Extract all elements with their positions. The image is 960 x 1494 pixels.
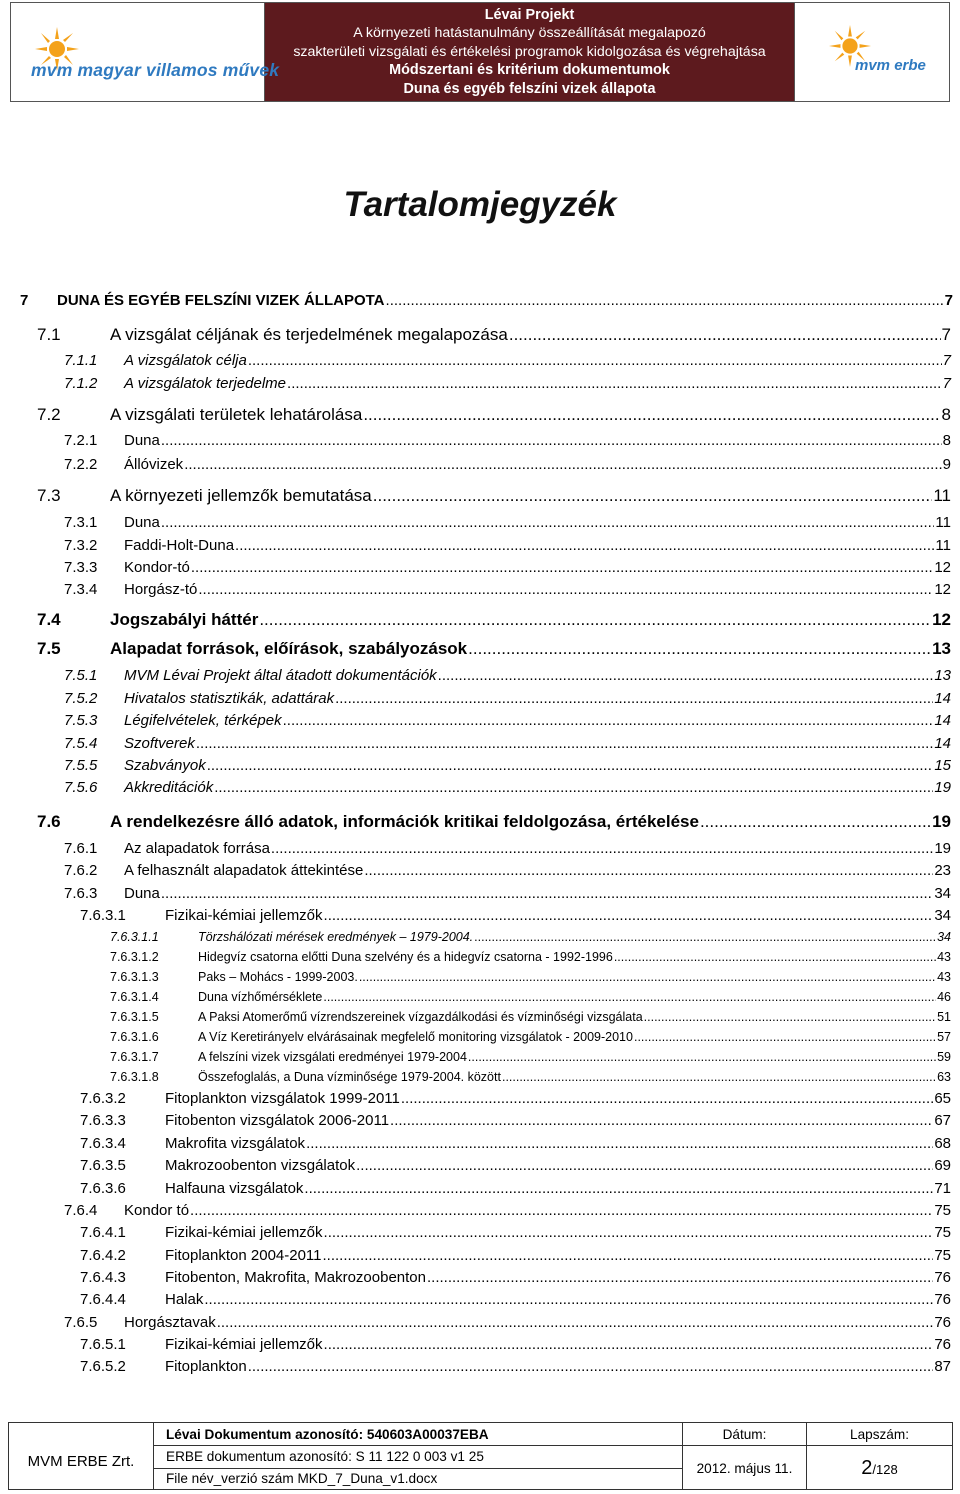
toc-leader-dots [468, 639, 931, 659]
toc-entry-number: 7.6.3.1.5 [110, 1010, 159, 1024]
toc-entry-page: 34 [934, 907, 951, 924]
toc-entry[interactable] [80, 1090, 951, 1107]
toc-entry-number: 7.6.4.3 [80, 1269, 126, 1286]
toc-entry-number: 7.6.3.5 [80, 1157, 126, 1174]
toc-entry-page: 15 [934, 757, 951, 774]
toc-entry-page: 43 [937, 950, 951, 964]
toc-entry-page: 7 [942, 375, 951, 392]
toc-entry-number: 7.6.4.1 [80, 1224, 126, 1241]
toc-leader-dots [474, 930, 936, 944]
toc-entry[interactable] [64, 352, 951, 369]
toc-entry[interactable] [64, 514, 951, 531]
toc-entry[interactable] [20, 292, 953, 309]
toc-entry-title: A vizsgálatok terjedelme [124, 375, 287, 392]
toc-entry-page: 9 [942, 456, 951, 473]
toc-entry-title: Halfauna vizsgálatok [165, 1180, 304, 1197]
toc-entry-title: Állóvizek [124, 456, 184, 473]
toc-entry-number: 7.6.3.1.3 [110, 970, 159, 984]
toc-entry[interactable] [64, 840, 951, 857]
toc-entry[interactable] [64, 1314, 951, 1331]
toc-entry-number: 7.1.2 [64, 375, 98, 392]
toc-leader-dots [198, 581, 933, 598]
logo-mvm: mvm [855, 57, 891, 74]
toc-entry-page: 76 [934, 1314, 951, 1331]
toc-entry-page: 19 [934, 779, 951, 796]
toc-entry[interactable] [80, 1112, 951, 1129]
toc-entry-page: 51 [937, 1010, 951, 1024]
logo-erbe: erbe [894, 57, 926, 74]
toc-entry-title: Horgász-tó [124, 581, 198, 598]
toc-leader-dots [373, 486, 933, 506]
footer-page [807, 1423, 952, 1489]
toc-entry[interactable] [80, 1291, 951, 1308]
toc-leader-dots [217, 1314, 934, 1331]
toc-leader-dots [190, 1202, 933, 1219]
toc-leader-dots [359, 970, 936, 984]
date-label: Dátum: [722, 1427, 767, 1442]
toc-entry-number: 7.6.3.1.6 [110, 1030, 159, 1044]
toc-entry[interactable] [37, 405, 951, 425]
toc-leader-dots [287, 375, 942, 392]
toc-entry-title: Makrofita vizsgálatok [165, 1135, 306, 1152]
toc-entry-title: Fitobenton vizsgálatok 2006-2011 [165, 1112, 390, 1129]
toc-leader-dots [304, 1180, 933, 1197]
toc-entry[interactable] [110, 970, 951, 984]
toc-entry-number: 7.5.5 [64, 757, 98, 774]
toc-entry-title: Halak [165, 1291, 204, 1308]
toc-leader-dots [401, 1090, 933, 1107]
toc-entry-number: 7.6.3.1.1 [110, 930, 159, 944]
toc-entry-title: Fitoplankton 2004-2011 [165, 1247, 322, 1264]
toc-entry-title: A vizsgálati területek lehatárolása [110, 405, 363, 424]
toc-entry[interactable] [64, 712, 951, 729]
toc-entry[interactable] [37, 610, 951, 630]
toc-entry-title: A vizsgálatok célja [124, 352, 247, 369]
toc-entry-number: 7.5.3 [64, 712, 98, 729]
toc-leader-dots [390, 1112, 933, 1129]
levai-doc-id: Lévai Dokumentum azonosító: 540603A00037EBA [166, 1427, 489, 1442]
toc-leader-dots [306, 1135, 933, 1152]
toc-leader-dots [386, 292, 944, 309]
toc-entry[interactable] [80, 1358, 951, 1375]
toc-entry-title: Fitoplankton [165, 1358, 247, 1375]
toc-entry[interactable] [80, 1336, 951, 1353]
toc-entry-title: Alapadat források, előírások, szabályozások [110, 639, 468, 658]
toc-entry-number: 7.6.3.2 [80, 1090, 126, 1107]
toc-entry-page: 34 [934, 885, 951, 902]
toc-leader-dots [196, 735, 933, 752]
toc-leader-dots [248, 1358, 934, 1375]
toc-entry-page: 67 [934, 1112, 951, 1129]
toc-leader-dots [356, 1157, 933, 1174]
toc-entry-title: Fizikai-kémiai jellemzők [165, 1224, 323, 1241]
toc-entry[interactable] [110, 1070, 951, 1084]
toc-entry-page: 69 [934, 1157, 951, 1174]
toc-entry[interactable] [64, 432, 951, 449]
toc-entry-number: 7.3.4 [64, 581, 98, 598]
toc-entry-number: 7.6.3.6 [80, 1180, 126, 1197]
toc-entry-number: 7.6.4.4 [80, 1291, 126, 1308]
toc-entry-page: 13 [932, 639, 951, 658]
toc-entry-number: 7.6.3.1.2 [110, 950, 159, 964]
toc-entry-number: 7.6.3.3 [80, 1112, 126, 1129]
toc-entry-page: 7 [942, 352, 951, 369]
toc-entry[interactable] [110, 930, 951, 944]
toc-entry[interactable] [64, 456, 951, 473]
toc-entry[interactable] [80, 907, 951, 924]
toc-leader-dots [283, 712, 934, 729]
toc-entry[interactable] [64, 581, 951, 598]
toc-entry-title: Fitobenton, Makrofita, Makrozoobenton [165, 1269, 426, 1286]
toc-leader-dots [502, 1070, 936, 1084]
toc-entry-page: 12 [934, 581, 951, 598]
toc-entry[interactable] [80, 1135, 951, 1152]
toc-entry-page: 8 [941, 405, 951, 424]
page-title: Tartalomjegyzék [343, 185, 617, 224]
toc-entry[interactable] [110, 990, 951, 1004]
erbe-doc-id: ERBE dokumentum azonosító: S 11 122 0 003 v1 25 [166, 1449, 484, 1464]
toc-leader-dots [364, 862, 933, 879]
toc-leader-dots [324, 907, 934, 924]
toc-entry-page: 71 [934, 1180, 951, 1197]
toc-entry-title: Fizikai-kémiai jellemzők [165, 907, 323, 924]
toc-entry-title: Fitoplankton vizsgálatok 1999-2011 [165, 1090, 400, 1107]
toc-entry-number: 7.4 [37, 610, 61, 629]
toc-entry-number: 7.6.4 [64, 1202, 98, 1219]
header-line-1: A környezeti hatástanulmány összeállítását megalapozó [353, 25, 706, 42]
footer-company [9, 1423, 154, 1489]
toc-entry-page: 76 [934, 1336, 951, 1353]
toc-entry-title: Kondor-tó [124, 559, 190, 576]
toc-entry-page: 19 [932, 812, 951, 831]
toc-entry-number: 7.1 [37, 325, 61, 344]
toc-entry-page: 14 [934, 712, 951, 729]
toc-entry-number: 7.6.3.1 [80, 907, 126, 924]
toc-leader-dots [184, 456, 941, 473]
toc-entry-number: 7.6.3.4 [80, 1135, 126, 1152]
toc-entry-number: 7.6.5 [64, 1314, 98, 1331]
toc-entry[interactable] [64, 757, 951, 774]
toc-leader-dots [191, 559, 933, 576]
toc-leader-dots [323, 1247, 934, 1264]
toc-entry[interactable] [64, 1202, 951, 1219]
toc-entry-number: 7.2.1 [64, 432, 98, 449]
toc-entry-page: 75 [934, 1224, 951, 1241]
toc-entry-number: 7 [20, 292, 29, 309]
toc-entry-page: 65 [934, 1090, 951, 1107]
toc-entry-number: 7.3.1 [64, 514, 98, 531]
toc-entry-page: 68 [934, 1135, 951, 1152]
toc-leader-dots [235, 537, 934, 554]
logo-mvm: mvm [31, 60, 73, 80]
company-name: MVM ERBE Zrt. [27, 1452, 135, 1470]
doc-subject: Duna és egyéb felszíni vizek állapota [403, 80, 656, 97]
toc-entry-number: 7.2.2 [64, 456, 98, 473]
toc-entry-page: 11 [933, 486, 951, 505]
toc-leader-dots [438, 667, 934, 684]
toc-entry-title: Horgásztavak [124, 1314, 216, 1331]
doc-type: Módszertani és kritérium dokumentumok [389, 62, 670, 79]
page-number: 2/128 [861, 1457, 898, 1479]
toc-entry-page: 23 [934, 862, 951, 879]
toc-entry-title: Kondor tó [124, 1202, 190, 1219]
toc-entry-title: MVM Lévai Projekt által átadott dokumentációk [124, 667, 437, 684]
toc-leader-dots [271, 840, 933, 857]
toc-entry-page: 87 [934, 1358, 951, 1375]
toc-entry-page: 76 [934, 1291, 951, 1308]
toc-entry-page: 46 [937, 990, 951, 1004]
toc-entry[interactable] [37, 325, 951, 345]
toc-entry-title: DUNA ÉS EGYÉB FELSZÍNI VIZEK ÁLLAPOTA [57, 292, 385, 309]
toc-entry-title: Duna [124, 885, 160, 902]
toc-entry-title: A környezeti jellemzők bemutatása [110, 486, 372, 505]
toc-entry[interactable] [80, 1224, 951, 1241]
toc-entry-number: 7.2 [37, 405, 61, 424]
toc-leader-dots [509, 325, 941, 345]
toc-entry-number: 7.6.1 [64, 840, 98, 857]
toc-leader-dots [468, 1050, 936, 1064]
toc-entry-title: Makrozoobenton vizsgálatok [165, 1157, 356, 1174]
toc-entry[interactable] [64, 779, 951, 796]
toc-entry[interactable] [37, 639, 951, 659]
toc-entry-title: A felszíni vizek vizsgálati eredményei 1979-2004 [198, 1050, 467, 1064]
logo-company-name: magyar villamos művek [77, 60, 280, 80]
toc-entry-number: 7.6 [37, 812, 61, 831]
toc-entry-title: A vizsgálat céljának és terjedelmének megalapozása [110, 325, 508, 344]
toc-leader-dots [644, 1010, 936, 1024]
toc-leader-dots [214, 779, 933, 796]
toc-entry[interactable] [110, 950, 951, 964]
toc-entry-page: 13 [934, 667, 951, 684]
toc-entry-number: 7.3.3 [64, 559, 98, 576]
file-name: File név_verzió szám MKD_7_Duna_v1.docx [166, 1471, 438, 1486]
date-value: 2012. május 11. [696, 1461, 793, 1476]
toc-leader-dots [324, 1336, 934, 1353]
toc-entry-page: 14 [934, 735, 951, 752]
toc-leader-dots [259, 610, 931, 630]
toc-entry[interactable] [80, 1180, 951, 1197]
toc-entry-page: 12 [934, 559, 951, 576]
toc-entry-page: 59 [937, 1050, 951, 1064]
toc-entry-title: Szoftverek [124, 735, 195, 752]
toc-leader-dots [248, 352, 942, 369]
toc-entry-title: Jogszabályi háttér [110, 610, 259, 629]
toc-entry-number: 7.5.1 [64, 667, 98, 684]
toc-entry-number: 7.5.6 [64, 779, 98, 796]
toc-leader-dots [323, 990, 936, 1004]
toc-entry-number: 7.6.3.1.8 [110, 1070, 159, 1084]
toc-entry-title: Hidegvíz csatorna előtti Duna szelvény és a hidegvíz csatorna - 1992-1996 [198, 950, 613, 964]
toc-entry-number: 7.5.2 [64, 690, 98, 707]
toc-leader-dots [335, 690, 933, 707]
toc-leader-dots [207, 757, 934, 774]
toc-entry[interactable] [110, 1030, 951, 1044]
toc-entry-page: 43 [937, 970, 951, 984]
toc-entry-title: Duna [124, 432, 160, 449]
toc-entry-number: 7.6.3 [64, 885, 98, 902]
toc-entry-page: 7 [944, 292, 953, 309]
toc-leader-dots [161, 514, 935, 531]
toc-leader-dots [427, 1269, 933, 1286]
toc-entry-title: A Víz Keretirányelv elvárásainak megfelelő monitoring vizsgálatok - 2009-2010 [198, 1030, 633, 1044]
toc-entry[interactable] [80, 1269, 951, 1286]
toc-entry-page: 8 [942, 432, 951, 449]
toc-entry-number: 7.6.3.1.7 [110, 1050, 159, 1064]
toc-entry-page: 19 [934, 840, 951, 857]
toc-entry-title: A rendelkezésre álló adatok, információk kritikai feldolgozása, értékelése [110, 812, 699, 831]
toc-entry-title: A Paksi Atomerőmű vízrendszereinek vízgazdálkodási és vízminőségi vizsgálata [198, 1010, 643, 1024]
toc-entry-number: 7.6.5.2 [80, 1358, 126, 1375]
toc-entry-number: 7.5.4 [64, 735, 98, 752]
page-footer [8, 1422, 953, 1490]
toc-entry-title: Az alapadatok forrása [124, 840, 270, 857]
toc-entry-number: 7.6.4.2 [80, 1247, 126, 1264]
toc-entry[interactable] [64, 885, 951, 902]
toc-entry[interactable] [64, 559, 951, 576]
toc-entry-title: Duna vízhőmérséklete [198, 990, 323, 1004]
toc-entry[interactable] [64, 375, 951, 392]
toc-entry-title: Fizikai-kémiai jellemzők [165, 1336, 323, 1353]
toc-leader-dots [700, 812, 931, 832]
toc-entry-page: 11 [935, 537, 951, 554]
toc-entry[interactable] [110, 1010, 951, 1024]
toc-entry-page: 14 [934, 690, 951, 707]
toc-leader-dots [614, 950, 936, 964]
toc-leader-dots [324, 1224, 934, 1241]
toc-leader-dots [161, 885, 933, 902]
toc-entry-page: 12 [932, 610, 951, 629]
toc-entry-page: 75 [934, 1247, 951, 1264]
toc-leader-dots [363, 405, 940, 425]
toc-entry-title: Faddi-Holt-Duna [124, 537, 235, 554]
toc-entry-title: Duna [124, 514, 160, 531]
toc-entry[interactable] [64, 735, 951, 752]
toc-entry-number: 7.1.1 [64, 352, 98, 369]
toc-entry-number: 7.6.3.1.4 [110, 990, 159, 1004]
toc-entry-title: Összefoglalás, a Duna vízminősége 1979-2004. között [198, 1070, 501, 1084]
toc-entry-page: 57 [937, 1030, 951, 1044]
toc-entry-number: 7.3 [37, 486, 61, 505]
toc-entry-number: 7.6.2 [64, 862, 98, 879]
toc-entry[interactable] [37, 486, 951, 506]
toc-entry-title: Törzshálózati mérések eredmények – 1979-2004. [198, 930, 474, 944]
toc-entry-number: 7.6.5.1 [80, 1336, 126, 1353]
toc-entry[interactable] [80, 1247, 951, 1264]
toc-entry-title: A felhasznált alapadatok áttekintése [124, 862, 364, 879]
toc-entry-title: Légifelvételek, térképek [124, 712, 282, 729]
toc-entry-title: Hivatalos statisztikák, adattárak [124, 690, 335, 707]
footer-ids [154, 1423, 683, 1489]
footer-date [683, 1423, 807, 1489]
toc-leader-dots [161, 432, 942, 449]
toc-entry-page: 11 [935, 514, 951, 531]
toc-entry[interactable] [80, 1157, 951, 1174]
toc-entry[interactable] [37, 812, 951, 832]
toc-entry-page: 75 [934, 1202, 951, 1219]
toc-leader-dots [204, 1291, 933, 1308]
toc-entry-page: 63 [937, 1070, 951, 1084]
toc-entry[interactable] [64, 690, 951, 707]
header-line-2: szakterületi vizsgálati és értékelési programok kidolgozása és végrehajtása [293, 43, 766, 60]
page-label: Lapszám: [850, 1427, 909, 1442]
toc-entry-page: 34 [937, 930, 951, 944]
project-name: Lévai Projekt [484, 6, 575, 23]
toc-entry[interactable] [64, 537, 951, 554]
toc-entry-title: Paks – Mohács - 1999-2003. [198, 970, 358, 984]
toc-leader-dots [634, 1030, 936, 1044]
toc-entry[interactable] [64, 667, 951, 684]
toc-entry-page: 76 [934, 1269, 951, 1286]
toc-entry-page: 7 [941, 325, 951, 344]
toc-entry[interactable] [64, 862, 951, 879]
toc-entry-number: 7.5 [37, 639, 61, 658]
toc-entry-number: 7.3.2 [64, 537, 98, 554]
toc-entry-title: Szabványok [124, 757, 206, 774]
toc-entry-title: Akkreditációk [124, 779, 214, 796]
toc-entry[interactable] [110, 1050, 951, 1064]
